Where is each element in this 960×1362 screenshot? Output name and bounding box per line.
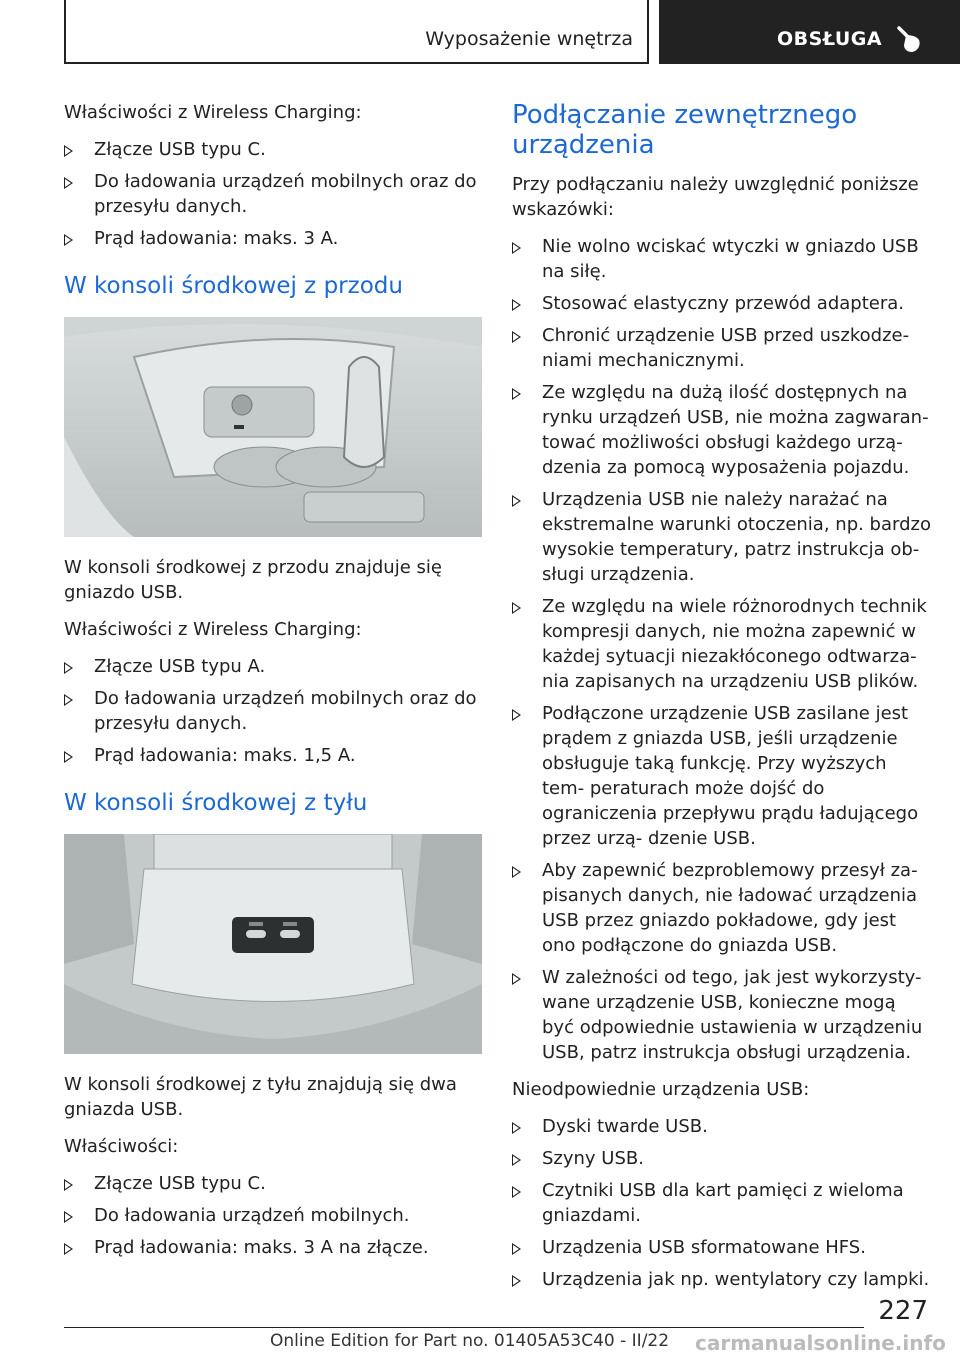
pointing-hand-icon: [895, 24, 923, 54]
triangle-bullet-icon: [64, 662, 73, 674]
rear-console-photo: [64, 834, 482, 1054]
triangle-bullet-icon: [512, 973, 521, 985]
list-item: Prąd ładowania: maks. 1,5 A.: [64, 743, 482, 768]
unsuitable-devices-list: [512, 1114, 932, 1292]
running-header-chapter: [659, 0, 960, 64]
list-item: Podłączone urządzenie USB zasilane jest prądem z gniazda USB, jeśli urządzenie obsługuje taką funkcję. Przy wyższych tem- peraturach może dojść do ograniczenia przepływu prądu ładującego przez urzą- dzenie USB.: [512, 701, 932, 851]
list-item: Urządzenia jak np. wentylatory czy lampki.: [512, 1267, 932, 1292]
wireless-props-intro: Właściwości z Wireless Charging:: [64, 102, 362, 123]
triangle-bullet-icon: [64, 177, 73, 189]
list-item: Złącze USB typu C.: [64, 137, 482, 162]
triangle-bullet-icon: [512, 866, 521, 878]
running-header-section: [64, 0, 649, 64]
triangle-bullet-icon: [512, 331, 521, 343]
heading-front-console: W konsoli środkowej z przodu: [64, 273, 403, 299]
section-title: Wyposażenie wnętrza: [425, 28, 633, 50]
right-column: [512, 100, 932, 1304]
list-item: Złącze USB typu A.: [64, 654, 482, 679]
list-item: Do ładowania urządzeń mobilnych oraz do przesyłu danych.: [64, 686, 482, 736]
triangle-bullet-icon: [512, 242, 521, 254]
triangle-bullet-icon: [64, 1211, 73, 1223]
triangle-bullet-icon: [512, 299, 521, 311]
triangle-bullet-icon: [64, 234, 73, 246]
front-console-photo: [64, 317, 482, 537]
left-column: [64, 100, 482, 1272]
triangle-bullet-icon: [64, 145, 73, 157]
front-props-intro: Właściwości z Wireless Charging:: [64, 619, 362, 640]
list-item: Urządzenia USB nie należy narażać na ekstremalne warunki otoczenia, np. bardzo wysokie temperatury, patrz instrukcja ob- sługi urządzenia.: [512, 487, 932, 587]
connect-intro: Przy podłączaniu należy uwzględnić poniższe wskazówki:: [512, 174, 919, 220]
list-item: Do ładowania urządzeń mobilnych.: [64, 1203, 482, 1228]
triangle-bullet-icon: [512, 602, 521, 614]
watermark: carmanualsonline.info: [695, 1331, 946, 1355]
triangle-bullet-icon: [64, 1243, 73, 1255]
rear-console-caption: W konsoli środkowej z tyłu znajdują się dwa gniazda USB.: [64, 1074, 457, 1120]
list-item: Ze względu na dużą ilość dostępnych na rynku urządzeń USB, nie można zagwaran- tować możliwości obsługi każdego urzą- dzenia za pomocą wyposażenia pojazdu.: [512, 380, 932, 480]
list-item: W zależności od tego, jak jest wykorzysty- wane urządzenie USB, konieczne mogą być odpowiednie ustawienia w urządzeniu USB, patrz instrukcja obsługi urządzenia.: [512, 965, 932, 1065]
footer-divider: [64, 1327, 864, 1328]
list-item: Nie wolno wciskać wtyczki w gniazdo USB na siłę.: [512, 234, 932, 284]
rear-props-intro: Właściwości:: [64, 1136, 179, 1157]
triangle-bullet-icon: [512, 388, 521, 400]
triangle-bullet-icon: [64, 694, 73, 706]
edition-note: Online Edition for Part no. 01405A53C40 - II/22: [270, 1331, 670, 1351]
list-item: Prąd ładowania: maks. 3 A.: [64, 226, 482, 251]
usb-c-props-list: [64, 137, 482, 251]
list-item: Urządzenia USB sformatowane HFS.: [512, 1235, 932, 1260]
list-item: Ze względu na wiele różnorodnych technik kompresji danych, nie można zapewnić w każdej sytuacji niezakłóconego odtwarza- nia zapisanych na urządzeniu USB plików.: [512, 594, 932, 694]
list-item: Do ładowania urządzeń mobilnych oraz do przesyłu danych.: [64, 169, 482, 219]
list-item: Prąd ładowania: maks. 3 A na złącze.: [64, 1235, 482, 1260]
triangle-bullet-icon: [512, 709, 521, 721]
list-item: Stosować elastyczny przewód adaptera.: [512, 291, 932, 316]
heading-rear-console: W konsoli środkowej z tyłu: [64, 790, 368, 816]
chapter-title: OBSŁUGA: [777, 28, 883, 50]
list-item: Dyski twarde USB.: [512, 1114, 932, 1139]
heading-connect-device: Podłączanie zewnętrznego urządzenia: [512, 100, 858, 160]
triangle-bullet-icon: [512, 495, 521, 507]
list-item: Czytniki USB dla kart pamięci z wieloma gniazdami.: [512, 1178, 932, 1228]
triangle-bullet-icon: [64, 751, 73, 763]
triangle-bullet-icon: [512, 1275, 521, 1287]
list-item: Aby zapewnić bezproblemowy przesył za- pisanych danych, nie ładować urządzenia USB przez gniazdo pokładowe, gdy jest ono podłączone do gniazda USB.: [512, 858, 932, 958]
list-item: Szyny USB.: [512, 1146, 932, 1171]
triangle-bullet-icon: [64, 1179, 73, 1191]
triangle-bullet-icon: [512, 1154, 521, 1166]
rear-usb-props-list: [64, 1171, 482, 1260]
triangle-bullet-icon: [512, 1122, 521, 1134]
front-console-caption: W konsoli środkowej z przodu znajduje się gniazdo USB.: [64, 557, 442, 603]
triangle-bullet-icon: [512, 1243, 521, 1255]
unsuitable-intro: Nieodpowiednie urządzenia USB:: [512, 1079, 810, 1100]
usb-a-props-list: [64, 654, 482, 768]
list-item: Chronić urządzenie USB przed uszkodze- niami mechanicznymi.: [512, 323, 932, 373]
page-number: 227: [878, 1296, 928, 1326]
connect-tips-list: [512, 234, 932, 1065]
list-item: Złącze USB typu C.: [64, 1171, 482, 1196]
triangle-bullet-icon: [512, 1186, 521, 1198]
